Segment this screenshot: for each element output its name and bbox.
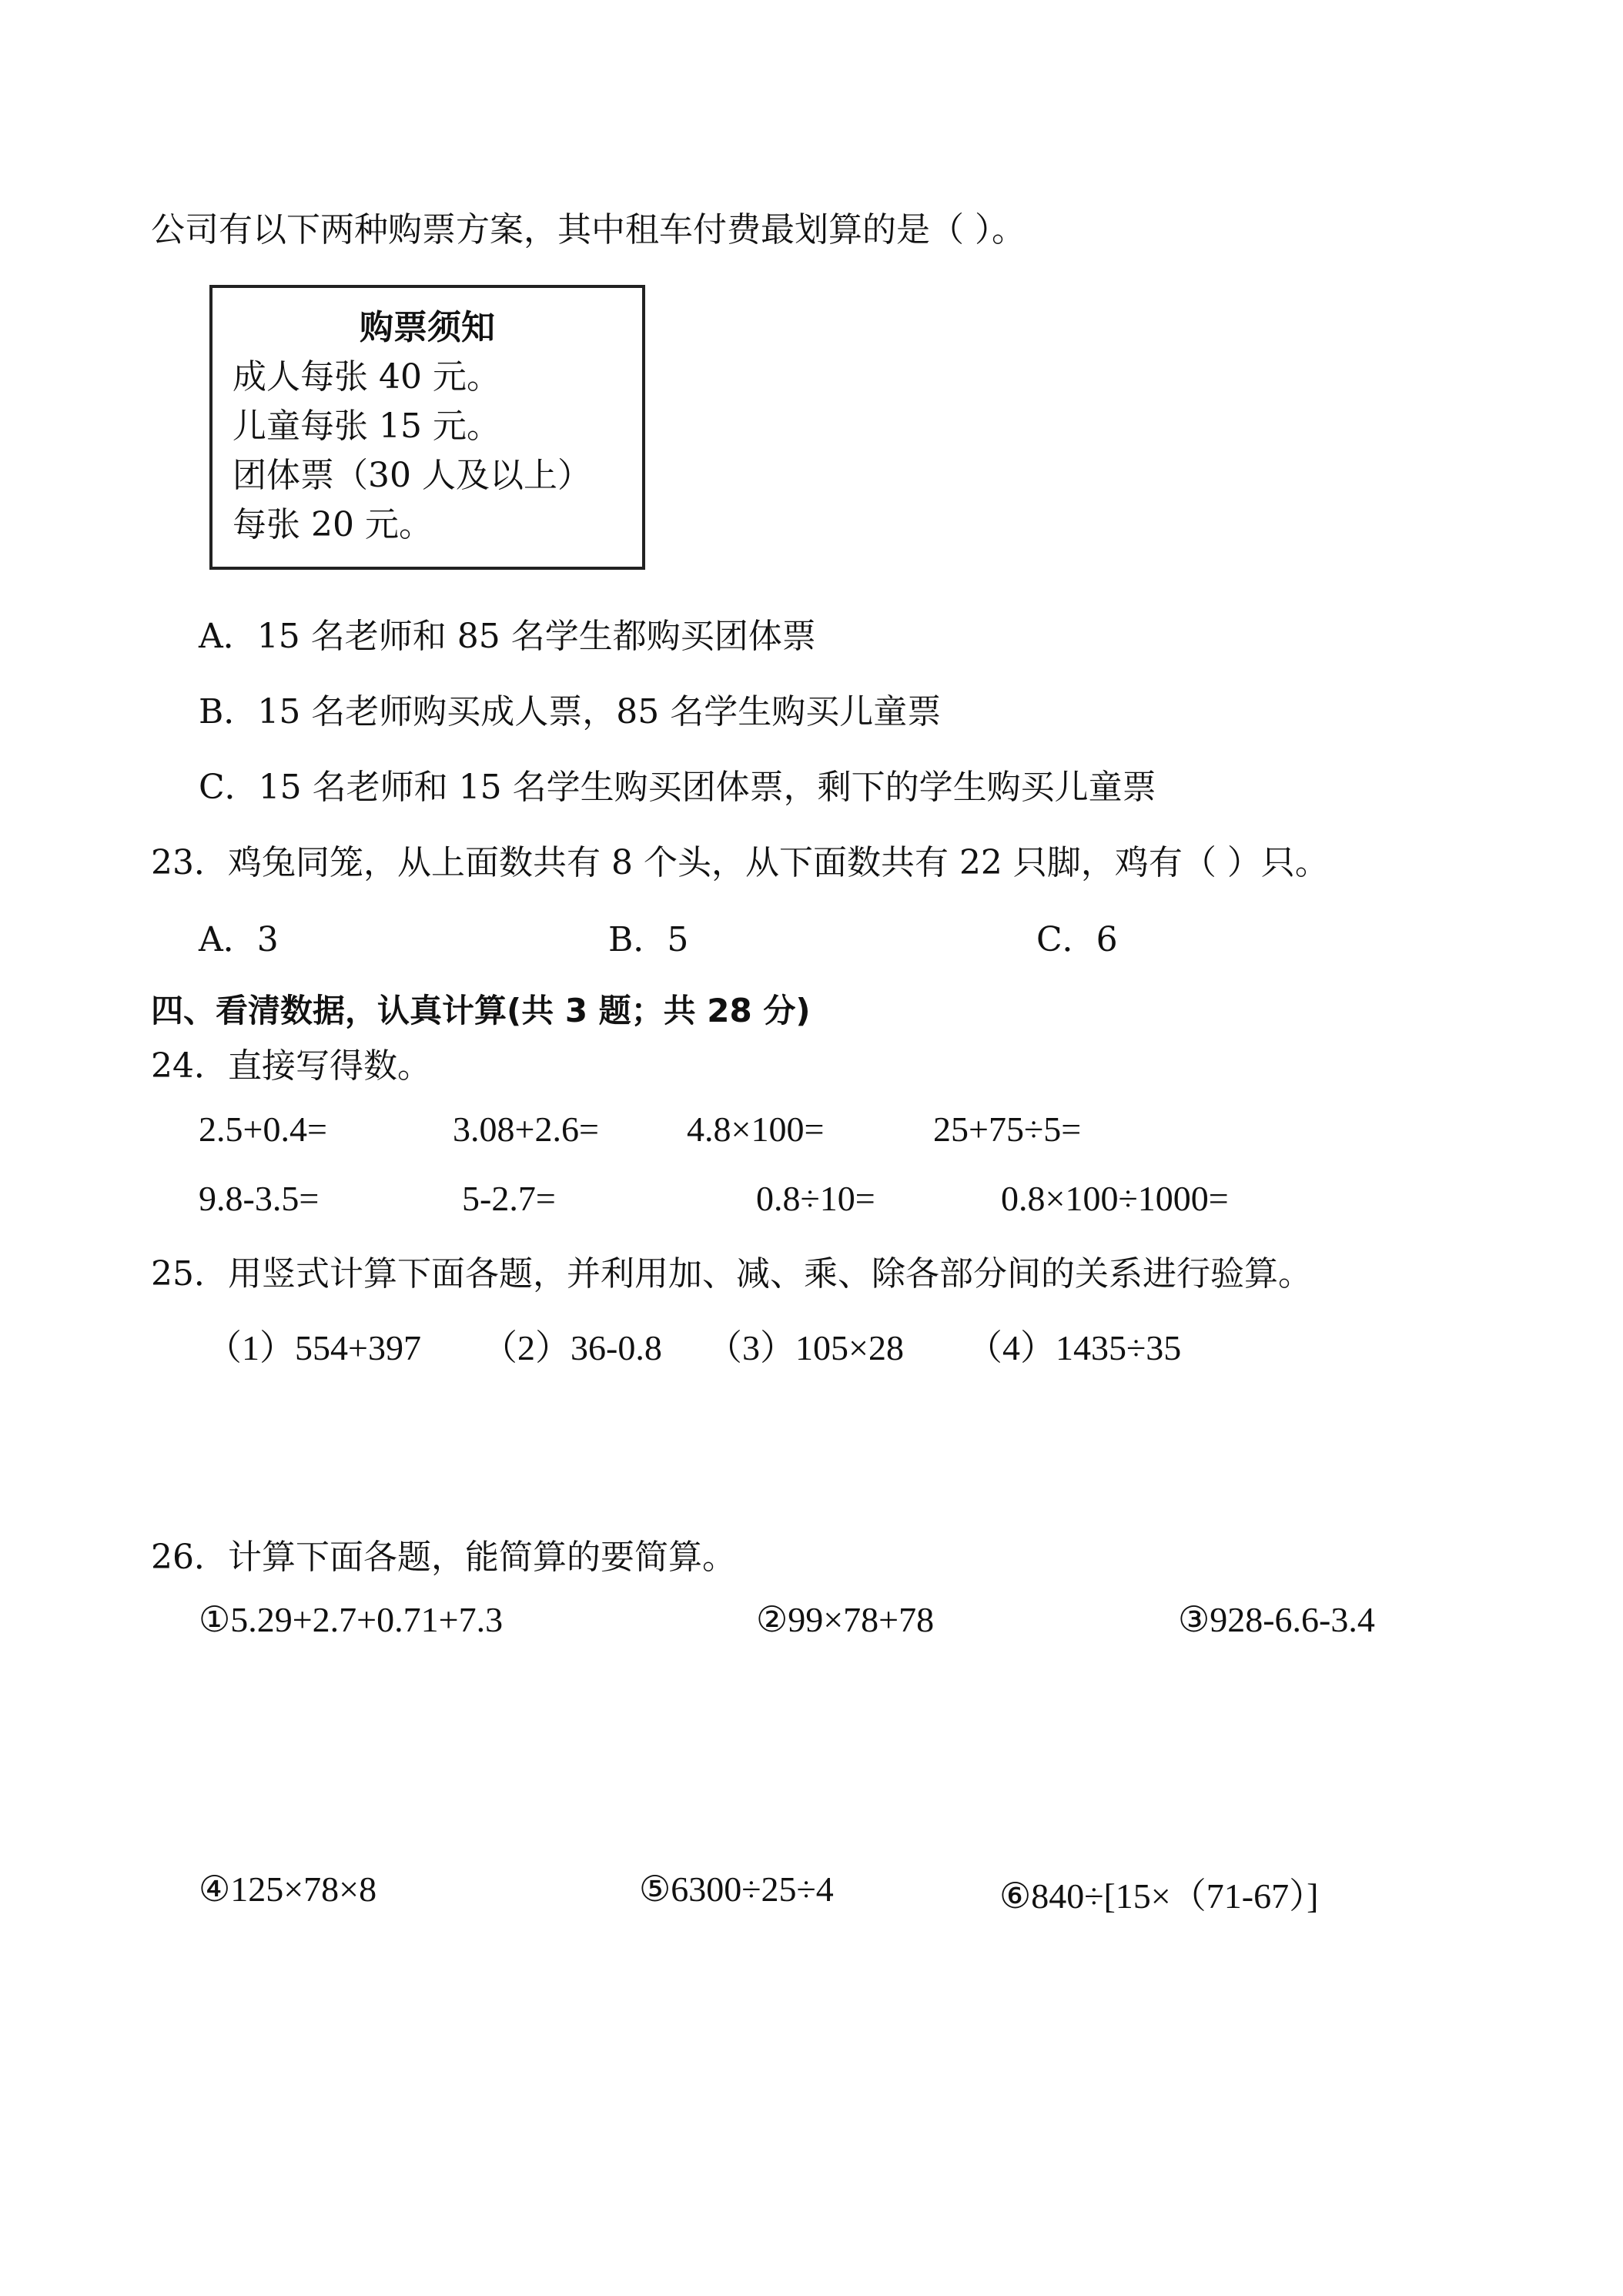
q24-item: 5-2.7=: [462, 1179, 556, 1218]
q22-option-b: B．15 名老师购买成人票，85 名学生购买儿童票: [199, 692, 942, 731]
q24-item: 0.8÷10=: [756, 1179, 875, 1218]
q25-item: （4）1435÷35: [967, 1328, 1182, 1367]
q24-item: 9.8-3.5=: [199, 1179, 320, 1218]
q24-item: 4.8×100=: [687, 1110, 825, 1149]
q23-option-b: B．5: [608, 920, 689, 959]
q25-item: （3）105×28: [707, 1328, 904, 1367]
ticket-notice-box: [209, 285, 645, 570]
q24-item: 25+75÷5=: [933, 1110, 1082, 1149]
q26-stem: 26．计算下面各题，能简算的要简算。: [151, 1538, 736, 1577]
q22-intro: 公司有以下两种购票方案，其中租车付费最划算的是（ ）。: [151, 210, 1026, 249]
q25-item: （1）554+397: [206, 1328, 421, 1367]
q23-option-c: C．6: [1036, 920, 1118, 959]
q24-stem: 24．直接写得数。: [151, 1046, 431, 1086]
notice-line-group: 团体票（30 人及以上）: [233, 456, 591, 495]
notice-line-child: 儿童每张 15 元。: [233, 407, 500, 446]
q26-item: ①5.29+2.7+0.71+7.3: [199, 1600, 504, 1639]
notice-line-adult: 成人每张 40 元。: [233, 357, 500, 397]
q24-item: 0.8×100÷1000=: [1001, 1179, 1229, 1218]
q26-item: ④125×78×8: [199, 1869, 377, 1909]
q26-item: ⑤6300÷25÷4: [639, 1869, 834, 1909]
notice-line-group-price: 每张 20 元。: [233, 505, 433, 544]
q24-item: 2.5+0.4=: [199, 1110, 327, 1149]
q25-item: （2）36-0.8: [482, 1328, 662, 1367]
q24-item: 3.08+2.6=: [453, 1110, 599, 1149]
q23-option-a: A．3: [199, 920, 279, 959]
q22-option-c: C．15 名老师和 15 名学生购买团体票，剩下的学生购买儿童票: [199, 768, 1156, 807]
q25-stem: 25．用竖式计算下面各题，并利用加、减、乘、除各部分间的关系进行验算。: [151, 1254, 1312, 1294]
q23-stem: 23．鸡兔同笼，从上面数共有 8 个头，从下面数共有 22 只脚，鸡有（ ）只。: [151, 843, 1329, 882]
q22-option-a: A．15 名老师和 85 名学生都购买团体票: [199, 617, 816, 656]
q26-item: ⑥840÷[15×（71-67）]: [999, 1876, 1319, 1916]
section4-heading: 四、看清数据，认真计算(共 3 题；共 28 分): [151, 992, 811, 1029]
q26-item: ②99×78+78: [756, 1600, 935, 1639]
notice-title: 购票须知: [360, 308, 495, 347]
q26-item: ③928-6.6-3.4: [1178, 1600, 1375, 1639]
